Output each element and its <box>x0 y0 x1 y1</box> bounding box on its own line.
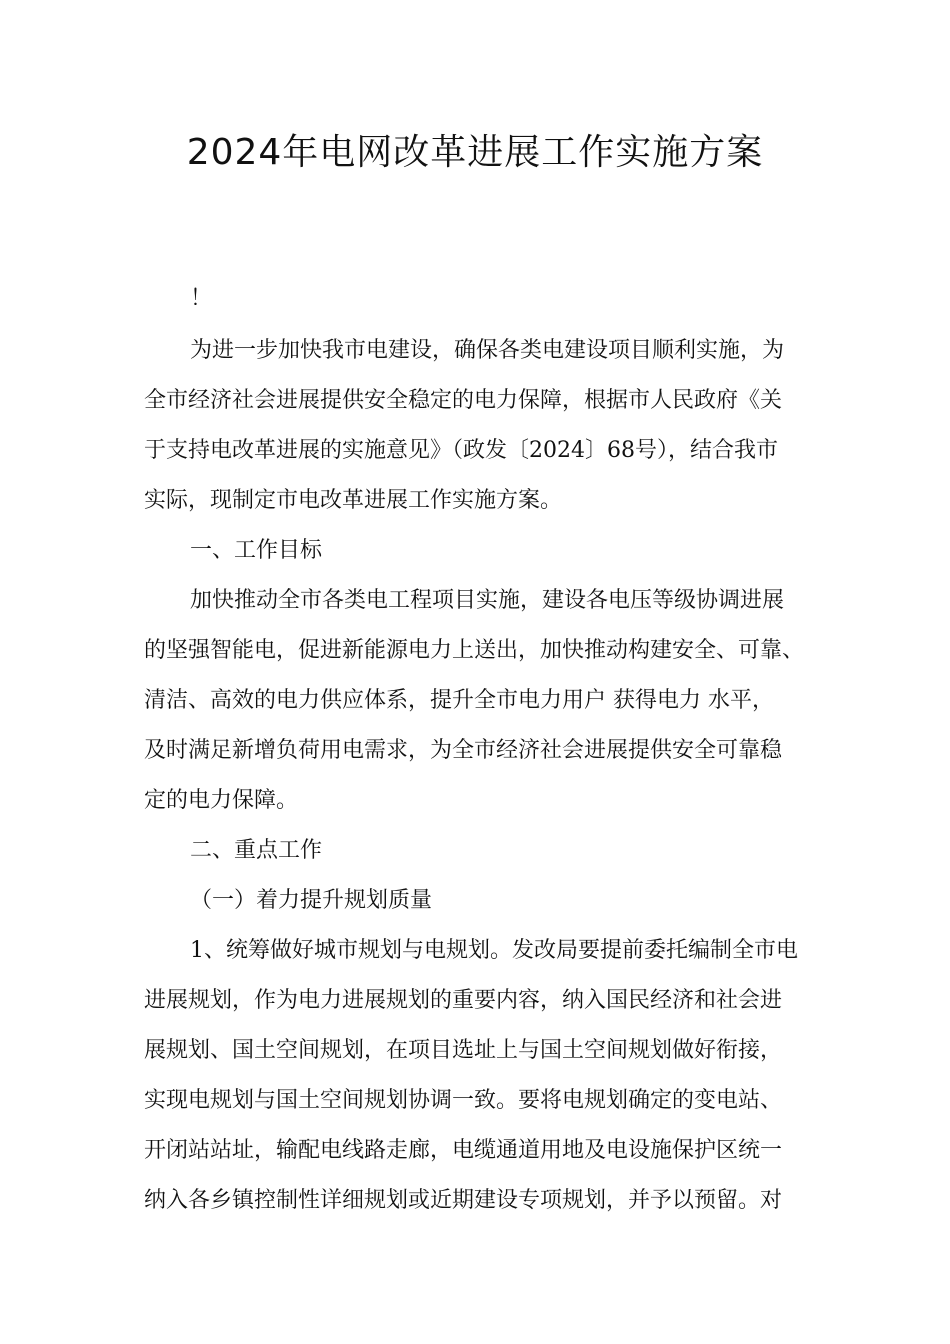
paragraph-line: 定的电力保障。 <box>144 788 299 813</box>
paragraph-line: 展规划、国土空间规划，在项目选址上与国土空间规划做好衔接， <box>144 1038 783 1063</box>
paragraph-line: 于支持电改革进展的实施意见》（政发〔2024〕68号），结合我市 <box>144 438 778 463</box>
paragraph-line: 开闭站站址，输配电线路走廊，电缆通道用地及电设施保护区统一 <box>144 1138 783 1163</box>
paragraph-line: 1、统筹做好城市规划与电规划。发改局要提前委托编制全市电 <box>190 938 798 963</box>
paragraph-line: 全市经济社会进展提供安全稳定的电力保障，根据市人民政府《关 <box>144 388 783 413</box>
document-title: 2024年电网改革进展工作实施方案 <box>186 132 764 173</box>
paragraph-line: 实现电规划与国土空间规划协调一致。要将电规划确定的变电站、 <box>144 1088 783 1113</box>
paragraph-line: 实际，现制定市电改革进展工作实施方案。 <box>144 488 563 513</box>
section-heading: 二、重点工作 <box>190 838 323 863</box>
paragraph-line: 为进一步加快我市电建设，确保各类电建设项目顺利实施，为 <box>190 338 785 363</box>
paragraph-line: 进展规划，作为电力进展规划的重要内容，纳入国民经济和社会进 <box>144 988 783 1013</box>
paragraph-line: 的坚强智能电，促进新能源电力上送出，加快推动构建安全、可靠、 <box>144 638 805 663</box>
section-heading: 一、工作目标 <box>190 538 323 563</box>
paragraph-line: 加快推动全市各类电工程项目实施，建设各电压等级协调进展 <box>190 588 785 613</box>
subsection-heading: （一）着力提升规划质量 <box>190 888 433 913</box>
paragraph-line: 纳入各乡镇控制性详细规划或近期建设专项规划，并予以预留。对 <box>144 1188 783 1213</box>
paragraph-line: 及时满足新增负荷用电需求，为全市经济社会进展提供安全可靠稳 <box>144 738 783 763</box>
paragraph-line: 清洁、高效的电力供应体系，提升全市电力用户 获得电力 水平， <box>144 688 774 713</box>
paragraph-line: ！ <box>190 286 213 311</box>
